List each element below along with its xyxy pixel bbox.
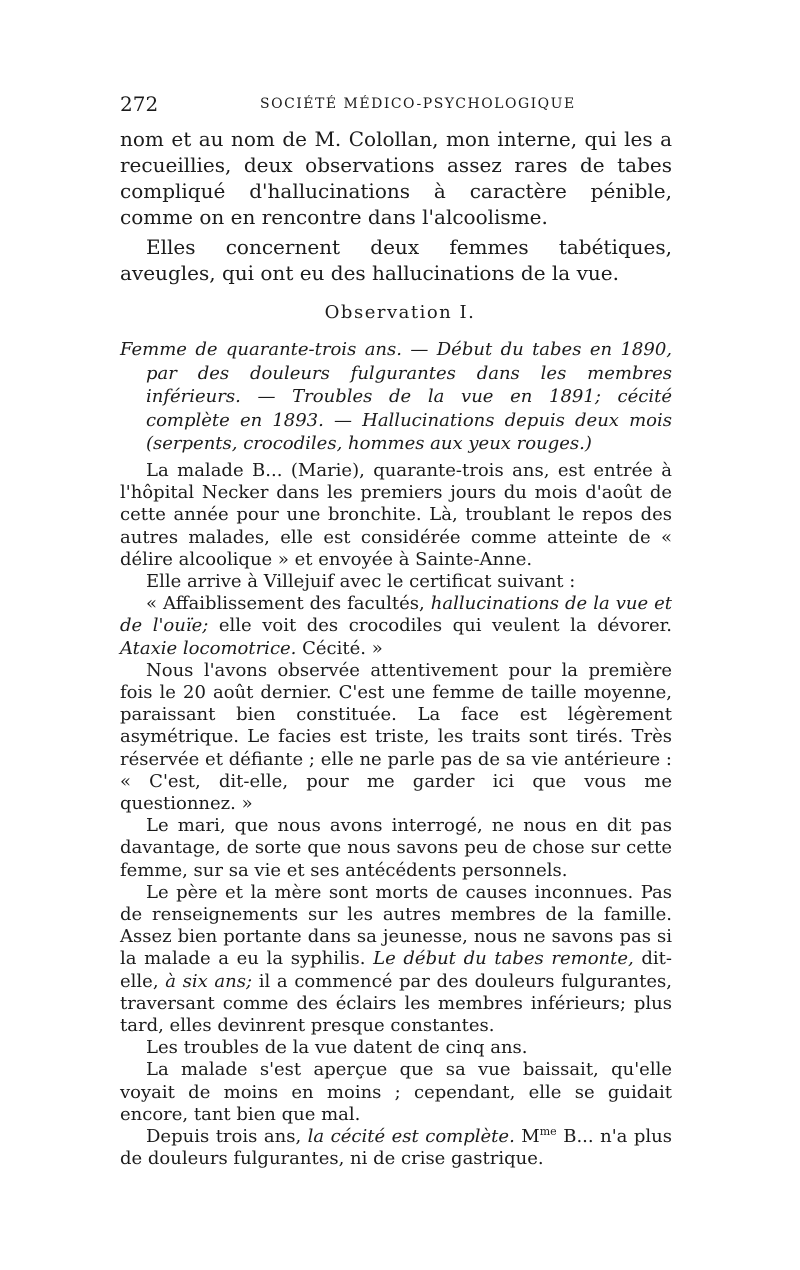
intro-paragraph-2: Elles concernent deux femmes tabétiques, aveugles, qui ont eu des hallucinations de la vue.: [120, 235, 672, 285]
paragraph: [120, 1126, 672, 1170]
paragraph: [120, 882, 672, 1037]
paragraph: Nous l'avons observée attentivement pour la première fois le 20 août dernier. C'est une femme de taille moyenne, paraissant bien constituée. La face est légèrement asymétrique. Le facies est triste, les traits sont tirés. Très réservée et défiante ; elle ne parle pas de sa vie antérieure : « C'est, dit-elle, pour me garder ici que vous me questionnez. »: [120, 659, 672, 815]
italic-run: la cécité est complète.: [307, 1126, 515, 1148]
text-run: il a commencé par des douleurs fulgurantes, traversant comme des éclairs les membres inférieurs; plus tard, elles devinrent presque constantes.: [120, 970, 672, 1037]
paragraph: Elle arrive à Villejuif avec le certificat suivant :: [146, 571, 576, 593]
paragraph: Le mari, que nous avons interrogé, ne nous en dit pas davantage, de sorte que nous savons peu de chose sur cette femme, sur sa vie et ses antécédents personnels.: [120, 815, 672, 881]
italic-run: hallucinations de la vue et de l'ouïe;: [120, 593, 672, 637]
text-run: Le père et la mère sont morts de causes inconnues. Pas de renseignements sur les autres membres de la famille. Assez bien portante dans sa jeunesse, nous ne savons pas si la malade a eu la syphilis.: [120, 881, 672, 970]
paragraph: La malade s'est aperçue que sa vue baissait, qu'elle voyait de moins en moins ; cependant, elle se guidait encore, tant bien que mal.: [120, 1059, 672, 1125]
observation-text: [120, 460, 672, 1171]
certificate-quote: [120, 593, 672, 660]
running-head: SOCIÉTÉ MÉDICO-PSYCHOLOGIQUE: [260, 96, 576, 112]
text-run: elle voit des crocodiles qui veulent la dévorer.: [208, 615, 672, 637]
observation-summary: Femme de quarante-trois ans. — Début du tabes en 1890, par des douleurs fulgurantes dans les membres inférieurs. — Troubles de la vue en 1891; cécité complète en 1893. — Hallucinations depuis deux mois (serpents, crocodiles, hommes aux yeux rouges.): [120, 339, 672, 454]
italic-run: à six ans;: [165, 970, 253, 992]
paragraph: Les troubles de la vue datent de cinq ans.: [146, 1037, 528, 1059]
text-run: dit-elle,: [120, 948, 673, 992]
observation-title: Observation I.: [324, 302, 476, 323]
text-run: M: [514, 1126, 540, 1148]
page-header: [120, 92, 670, 116]
text-run: Depuis trois ans,: [146, 1126, 308, 1148]
paragraph: La malade B... (Marie), quarante-trois ans, est entrée à l'hôpital Necker dans les premiers jours du mois d'août de cette année pour une bronchite. Là, troublant le repos des autres malades, elle est considérée comme atteinte de « délire alcoolique » et envoyée à Sainte-Anne.: [120, 460, 672, 570]
superscript: me: [539, 1125, 557, 1139]
intro-paragraph-1: nom et au nom de M. Colollan, mon interne, qui les a recueillies, deux observations assez rares de tabes compliqué d'hallucinations à caractère pénible, comme on en rencontre dans l'alcoolisme.: [120, 127, 672, 229]
text-run: « Affaiblissement des facultés,: [146, 593, 431, 615]
italic-run: Ataxie locomotrice.: [120, 637, 297, 659]
text-run: Cécité. »: [296, 637, 383, 659]
text-run: B... n'a plus de douleurs fulgurantes, ni de crise gastrique.: [120, 1126, 673, 1170]
italic-run: Le début du tabes remonte,: [373, 948, 634, 970]
intro-text: [120, 126, 672, 290]
page-number: 272: [120, 92, 159, 116]
